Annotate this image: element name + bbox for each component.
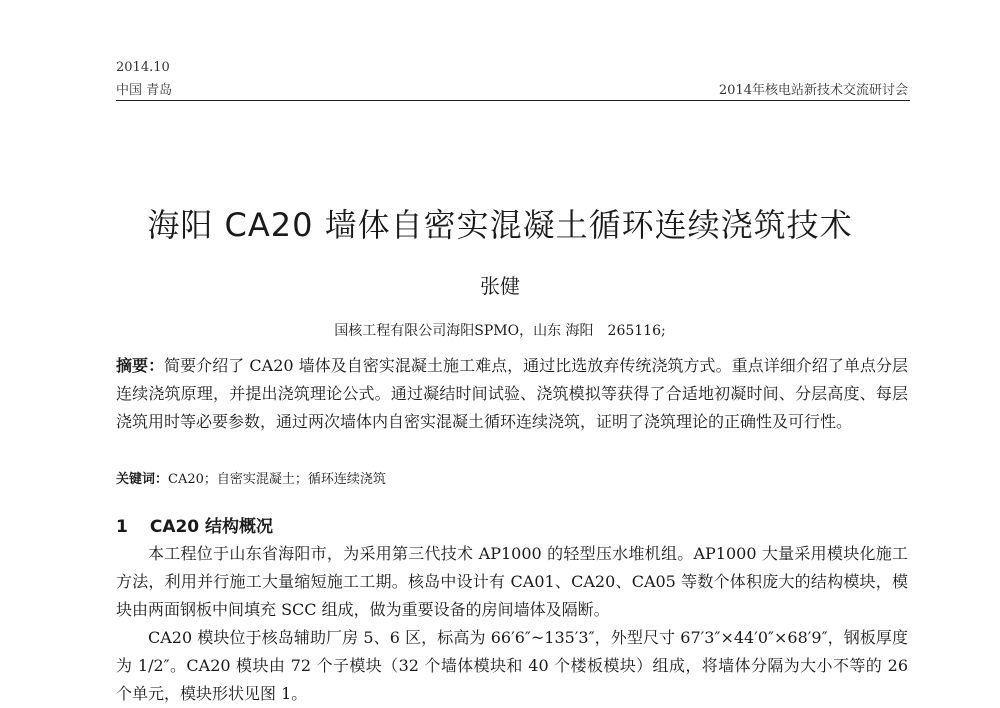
paper-affiliation: 国核工程有限公司海阳SPMO，山东 海阳 265116; [334, 323, 666, 339]
abstract-text: 简要介绍了 CA20 墙体及自密实混凝土施工难点，通过比选放弃传统浇筑方式。重点详细介绍了单点分层连续浇筑原理，并提出浇筑理论公式。通过凝结时间试验、浇筑模拟等获得了合适地初凝时间、分层高度、每层浇筑用时等必要参数，通过两次墙体内自密实混凝土循环连续浇筑，证明了浇筑理论的正确性及可行性。 [116, 356, 908, 431]
header-date: 2014.10 [116, 60, 170, 75]
header-conference: 2014年核电站新技术交流研讨会 [718, 83, 908, 98]
section-paragraph: CA20 模块位于核岛辅助厂房 5、6 区，标高为 66′6″~135′3″，外型尺寸 67′3″×44′0″×68′9″，钢板厚度为 1/2″。CA20 模块由 72 个子模块（32 个墙体模块和 40 个楼板模块）组成，将墙体分隔为大小不等的 26 个单元，模块形状见图 1。 [116, 628, 908, 703]
keywords-label: 关键词： [116, 472, 169, 487]
header-rule [116, 100, 910, 101]
header-location: 中国 青岛 [116, 83, 173, 98]
keywords-text: CA20；自密实混凝土；循环连续浇筑 [168, 472, 386, 487]
abstract-label: 摘要： [116, 356, 165, 375]
keywords [116, 468, 386, 487]
section-title: CA20 结构概况 [149, 517, 274, 537]
abstract [116, 352, 908, 436]
paper-title: 海阳 CA20 墙体自密实混凝土循环连续浇筑技术 [147, 206, 853, 244]
paper-author: 张健 [480, 274, 520, 298]
section-body [116, 540, 908, 708]
section-heading [116, 512, 273, 537]
section-paragraph: 本工程位于山东省海阳市，为采用第三代技术 AP1000 的轻型压水堆机组。AP1000 大量采用模块化施工方法，利用并行施工大量缩短施工工期。核岛中设计有 CA01、CA20、CA05 等数个体积庞大的结构模块，模块由两面钢板中间填充 SCC 组成，做为重要设备的房间墙体及隔断。 [116, 544, 908, 619]
section-number: 1 [116, 517, 128, 537]
